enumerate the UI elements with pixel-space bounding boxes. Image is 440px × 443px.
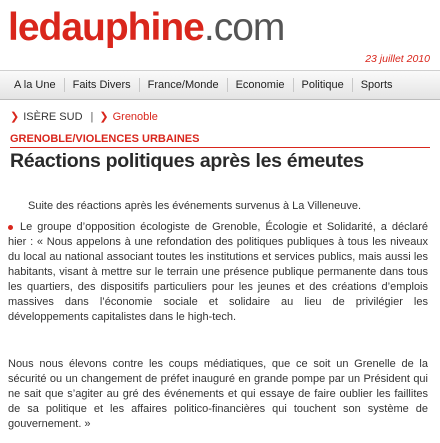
main-nav [0, 70, 440, 100]
publication-date: 23 juillet 2010 [365, 53, 430, 65]
breadcrumb-city[interactable]: Grenoble [112, 110, 158, 123]
breadcrumb-separator-icon: | [90, 110, 94, 123]
logo-tld: .com [203, 6, 285, 49]
site-logo[interactable] [8, 6, 284, 50]
chevron-right-icon: ❯ [10, 111, 20, 123]
nav-item-a-la-une[interactable]: A la Une [6, 78, 65, 92]
nav-item-sports[interactable]: Sports [360, 79, 393, 91]
nav-item-economie[interactable]: Economie [228, 78, 294, 92]
article-lead: Suite des réactions après les événements survenus à La Villeneuve. [28, 200, 362, 212]
article-rubric: GRENOBLE/VIOLENCES URBAINES [10, 133, 430, 148]
nav-item-france-monde[interactable]: France/Monde [140, 78, 228, 92]
breadcrumb [10, 110, 158, 123]
article-paragraph-2: Nous nous élevons contre les coups médiatiques, que ce soit un Grenelle de la sécurité ou un changement de préfet inauguré en grande pompe par un Président qui ne sait que s’agiter au gré des événements et qui essaye de faire oublier les faillites de sa politique et les affaires politico-financières qui touchent son système de gouvernement. » [8, 358, 428, 430]
nav-item-politique[interactable]: Politique [294, 78, 353, 92]
nav-item-faits-divers[interactable]: Faits Divers [65, 78, 140, 92]
breadcrumb-region[interactable]: ISÈRE SUD [23, 110, 83, 123]
logo-brand: ledauphine [8, 6, 204, 49]
article-title: Réactions politiques après les émeutes [10, 150, 364, 172]
article-paragraph-1: Le groupe d’opposition écologiste de Grenoble, Écologie et Solidarité, a déclaré hier : « Nous appelons à une refondation des politiques publiques à tous les niveaux du local au national associant toutes les institutions et services publics, mais aussi les habitants, visant à mettre sur le terrain une présence publique permanente dans tous les quartiers, des dispositifs particuliers pour les jeunes et des créations d’emplois massives dans l’économie sociale et solidaire au lieu de privilégier les développements capitalistes dans le high-tech. [8, 221, 428, 323]
chevron-right-icon: ❯ [99, 111, 109, 123]
